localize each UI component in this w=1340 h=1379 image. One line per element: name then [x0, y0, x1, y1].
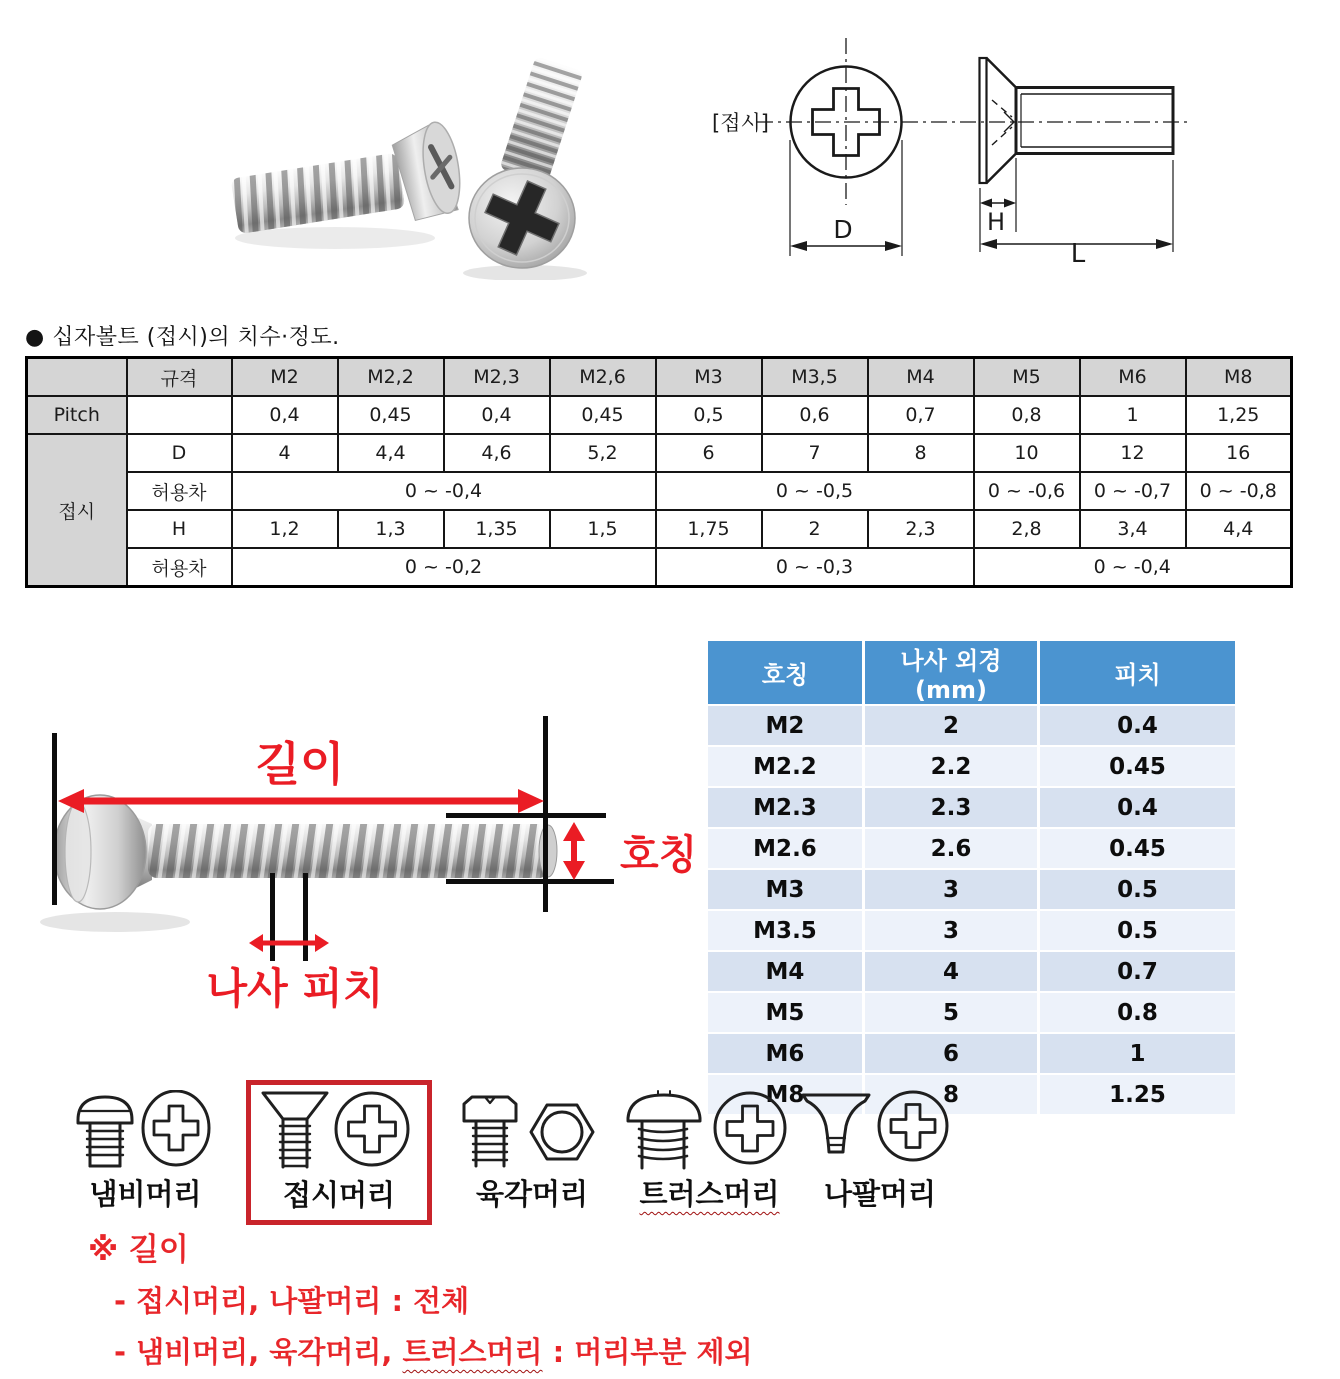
- spec-cell: 0,4: [444, 396, 550, 434]
- spec-cell: 0,8: [974, 396, 1080, 434]
- spec-cell: 0 ~ -0,4: [974, 548, 1292, 587]
- table-row: [708, 786, 1235, 827]
- spec-cell: 0 ~ -0,3: [656, 548, 974, 587]
- spec-cell: 12: [1080, 434, 1186, 472]
- spec-cell: 10: [974, 434, 1080, 472]
- cell: 2.2: [865, 745, 1040, 786]
- spec-cell: 0,5: [656, 396, 762, 434]
- spec-table: [25, 356, 1293, 588]
- cell: 5: [865, 991, 1040, 1032]
- spec-col-header: 규격: [127, 358, 232, 397]
- cell: 0.7: [1040, 950, 1235, 991]
- table-row: [708, 909, 1235, 950]
- cell: 0.45: [1040, 745, 1235, 786]
- notes-line-2-post: : 머리부분 제외: [542, 1335, 753, 1369]
- cell: M2: [708, 704, 865, 745]
- spec-cell: 1,2: [232, 510, 338, 548]
- spec-cell: 0 ~ -0,6: [974, 472, 1080, 510]
- spec-size: M8: [1186, 358, 1292, 397]
- spec-size: M3,5: [762, 358, 868, 397]
- spec-size: M2,3: [444, 358, 550, 397]
- d-label: D: [127, 434, 232, 472]
- truss-head-icon: [622, 1090, 790, 1170]
- cell: M4: [708, 950, 865, 991]
- notes-heading: ※ 길이: [88, 1232, 189, 1268]
- spec-cell: 0 ~ -0,4: [232, 472, 656, 510]
- head-type-label: 나팔머리: [823, 1177, 937, 1211]
- table-row: [708, 991, 1235, 1032]
- cell: 4: [865, 950, 1040, 991]
- length-notes: [88, 1224, 753, 1371]
- table-row: [708, 1032, 1235, 1073]
- spec-header-row: [27, 358, 1292, 397]
- head-type-truss: [622, 1090, 797, 1213]
- shaft-side-view: [1016, 88, 1173, 154]
- spec-cell: 2,3: [868, 510, 974, 548]
- spec-cell: 4: [232, 434, 338, 472]
- spec-size: M2,2: [338, 358, 444, 397]
- table-row: [708, 827, 1235, 868]
- spec-pitch-row: [27, 396, 1292, 434]
- spec-cell: 5,2: [550, 434, 656, 472]
- spec-cell: 3,4: [1080, 510, 1186, 548]
- standing-screw: [469, 56, 583, 268]
- spec-h-tolerance-row: [27, 548, 1292, 587]
- screw-shadow: [235, 227, 435, 249]
- spec-cell: 1,25: [1186, 396, 1292, 434]
- spec-cell: 8: [868, 434, 974, 472]
- cell: M3.5: [708, 909, 865, 950]
- cell: 1.25: [1040, 1073, 1235, 1114]
- view-label: [접시]: [712, 111, 769, 135]
- cell: 0.45: [1040, 827, 1235, 868]
- hex-head-icon: [452, 1090, 607, 1170]
- cell: 0.5: [1040, 868, 1235, 909]
- nominal-label: 호칭: [620, 832, 698, 878]
- cell: 2.6: [865, 827, 1040, 868]
- head-type-label: 냄비머리: [89, 1177, 202, 1211]
- head-type-flat-highlighted: [246, 1080, 432, 1225]
- spec-cell: 16: [1186, 434, 1292, 472]
- head-type-pan: [68, 1090, 223, 1213]
- cell: M8: [708, 1073, 865, 1114]
- spec-cell: 1,3: [338, 510, 444, 548]
- spec-d-tolerance-row: [27, 472, 1292, 510]
- table-row: [708, 868, 1235, 909]
- col-pitch: 피치: [1040, 641, 1235, 704]
- spec-cell: 4,6: [444, 434, 550, 472]
- spec-cell: 0 ~ -0,8: [1186, 472, 1292, 510]
- spec-cell: 0,7: [868, 396, 974, 434]
- spec-cell: 0,6: [762, 396, 868, 434]
- head-type-label: 트러스머리: [639, 1177, 780, 1211]
- spec-cell: 0,4: [232, 396, 338, 434]
- dim-l-label: L: [1070, 239, 1086, 269]
- spec-cell: 2,8: [974, 510, 1080, 548]
- cell: M3: [708, 868, 865, 909]
- cell: 0.8: [1040, 991, 1235, 1032]
- head-type-trumpet: [795, 1090, 965, 1213]
- cell: M2.3: [708, 786, 865, 827]
- h-label: H: [127, 510, 232, 548]
- spec-size: M4: [868, 358, 974, 397]
- cell: 2: [865, 704, 1040, 745]
- cell: 0.4: [1040, 786, 1235, 827]
- spec-cell: 0,45: [550, 396, 656, 434]
- head-face-edge: [980, 58, 987, 183]
- cell: 3: [865, 868, 1040, 909]
- cell: 6: [865, 1032, 1040, 1073]
- table-row: [708, 704, 1235, 745]
- spec-cell: [127, 396, 232, 434]
- cell: M5: [708, 991, 865, 1032]
- cell: 2.3: [865, 786, 1040, 827]
- spec-cell: 0 ~ -0,5: [656, 472, 974, 510]
- length-label: 길이: [255, 737, 345, 791]
- group-label: 접시: [27, 434, 127, 587]
- notes-line-2-pre: - 냄비머리, 육각머리,: [114, 1335, 403, 1369]
- spec-cell: 6: [656, 434, 762, 472]
- spec-corner-cell: [27, 358, 127, 397]
- spec-cell: 7: [762, 434, 868, 472]
- pitch-table-header-row: [708, 641, 1235, 704]
- annotated-screw-figure: [30, 690, 705, 1020]
- notes-line-2-wavy: 트러스머리: [402, 1335, 543, 1369]
- head-type-hex: [452, 1090, 612, 1213]
- head-type-label: 육각머리: [475, 1177, 589, 1211]
- spec-cell: 1,5: [550, 510, 656, 548]
- spec-cell: 4,4: [338, 434, 444, 472]
- pitch-label: Pitch: [27, 396, 127, 434]
- spec-size: M2: [232, 358, 338, 397]
- thread-pitch-label: 나사 피치: [206, 964, 384, 1013]
- screws-photo: [185, 30, 630, 280]
- spec-cell: 0 ~ -0,7: [1080, 472, 1186, 510]
- cell: M2.6: [708, 827, 865, 868]
- trumpet-head-icon: [795, 1090, 955, 1170]
- technical-drawing: [660, 25, 1205, 290]
- spec-size: M6: [1080, 358, 1186, 397]
- spec-cell: 4,4: [1186, 510, 1292, 548]
- cell: 8: [865, 1073, 1040, 1114]
- spec-size: M3: [656, 358, 762, 397]
- flat-head-icon: [255, 1087, 413, 1171]
- spec-cell: 1,35: [444, 510, 550, 548]
- cell: 0.5: [1040, 909, 1235, 950]
- spec-cell: 0,45: [338, 396, 444, 434]
- table-row: [708, 745, 1235, 786]
- head-type-label: 접시머리: [282, 1178, 396, 1212]
- spec-cell: 1: [1080, 396, 1186, 434]
- spec-size: M2,6: [550, 358, 656, 397]
- table-row: [708, 950, 1235, 991]
- cell: 1: [1040, 1032, 1235, 1073]
- spec-cell: 0 ~ -0,2: [232, 548, 656, 587]
- spec-size: M5: [974, 358, 1080, 397]
- spec-d-row: [27, 434, 1292, 472]
- dim-h-label: H: [986, 208, 1006, 236]
- spec-cell: 2: [762, 510, 868, 548]
- cell: M6: [708, 1032, 865, 1073]
- notes-line-1: - 접시머리, 나팔머리 : 전체: [114, 1284, 470, 1318]
- cell: 0.4: [1040, 704, 1235, 745]
- spec-cell: 1,75: [656, 510, 762, 548]
- notes-line-2: [114, 1330, 753, 1371]
- section-title: ● 십자볼트 (접시)의 치수·정도.: [25, 325, 340, 350]
- pitch-table: [708, 641, 1235, 1114]
- tolerance-label: 허용차: [127, 472, 232, 510]
- col-name: 호칭: [708, 641, 865, 704]
- spec-h-row: [27, 510, 1292, 548]
- col-outer-diameter: 나사 외경(mm): [865, 641, 1040, 704]
- pitch-annotation: [207, 873, 384, 1013]
- pan-head-icon: [68, 1090, 218, 1170]
- cell: M2.2: [708, 745, 865, 786]
- dim-d-label: D: [833, 215, 853, 244]
- cell: 3: [865, 909, 1040, 950]
- tolerance-label: 허용차: [127, 548, 232, 587]
